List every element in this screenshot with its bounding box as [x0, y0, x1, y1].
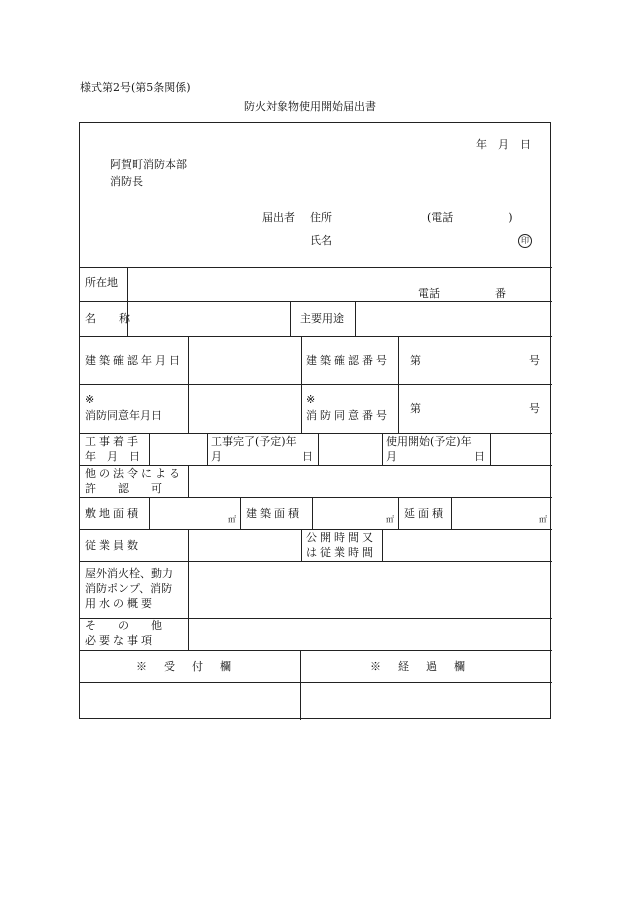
applicant-label: 届出者 [262, 211, 295, 224]
floor-area-label: 延面積 [404, 507, 446, 520]
done-label-2a: 月 [211, 450, 222, 463]
hydrant-label-1: 屋外消火栓、動力 [85, 567, 173, 580]
permit-label-1: 他の法令による [85, 467, 183, 480]
use-label-2b: 日 [474, 450, 485, 463]
location-phone: 電話 番 [418, 287, 506, 300]
build-area-label: 建築面積 [246, 507, 302, 520]
fire-consent-mark: ※ [85, 393, 95, 406]
addressee-line2: 消防長 [110, 175, 143, 188]
seal-mark: 印 [518, 234, 532, 248]
form-number: 様式第2号(第5条関係) [80, 81, 191, 94]
build-conf-no-label: 建築確認番号 [306, 354, 390, 367]
permit-label-2: 許 認 可 [85, 482, 162, 495]
use-label-2a: 月 [386, 450, 397, 463]
address-label: 住所 [310, 211, 332, 224]
reception-header: ※ 受 付 欄 [136, 660, 234, 673]
site-area-label: 敷地面積 [85, 507, 141, 520]
addressee-line1: 阿賀町消防本部 [110, 158, 187, 171]
fire-consent-date-label: 消防同意年月日 [85, 409, 162, 422]
build-conf-no-prefix: 第 [410, 354, 421, 367]
hydrant-label-3: 用水の概要 [85, 597, 155, 610]
other-label-1: そ の 他 [85, 619, 162, 632]
fire-consent-no-mark: ※ [306, 393, 316, 406]
done-label-2b: 日 [302, 450, 313, 463]
hours-label-1: 公開時間又 [306, 531, 376, 544]
use-label-1: 使用開始(予定)年 [386, 435, 472, 448]
employees-label: 従業員数 [85, 539, 141, 552]
main-use-label: 主要用途 [300, 312, 344, 325]
name-row-label: 名 称 [85, 312, 136, 325]
hydrant-label-2: 消防ポンプ、消防 [85, 582, 173, 595]
phone-field[interactable]: (電話 ) [427, 211, 513, 224]
fire-consent-no-prefix: 第 [410, 402, 421, 415]
build-conf-no-suffix: 号 [529, 354, 540, 367]
date-field[interactable]: 年 月 日 [476, 138, 531, 151]
site-area-unit: ㎡ [228, 515, 236, 524]
fire-consent-no-suffix: 号 [529, 402, 540, 415]
build-area-unit: ㎡ [386, 515, 394, 524]
other-label-2: 必要な事項 [85, 634, 155, 647]
name-label: 氏名 [310, 234, 332, 247]
floor-area-unit: ㎡ [539, 515, 547, 524]
application-form [79, 122, 551, 719]
done-label-1: 工事完了(予定)年 [211, 435, 297, 448]
form-title: 防火対象物使用開始届出書 [244, 100, 376, 113]
location-label: 所在地 [85, 276, 118, 289]
fire-consent-no-label: 消防同意番号 [306, 409, 390, 422]
start-label-2: 年 月 日 [85, 450, 140, 463]
hours-label-2: は従業時間 [306, 546, 376, 559]
build-conf-date-label: 建築確認年月日 [85, 354, 183, 367]
start-label-1: 工事着手 [85, 435, 141, 448]
progress-header: ※ 経 過 欄 [370, 660, 468, 673]
